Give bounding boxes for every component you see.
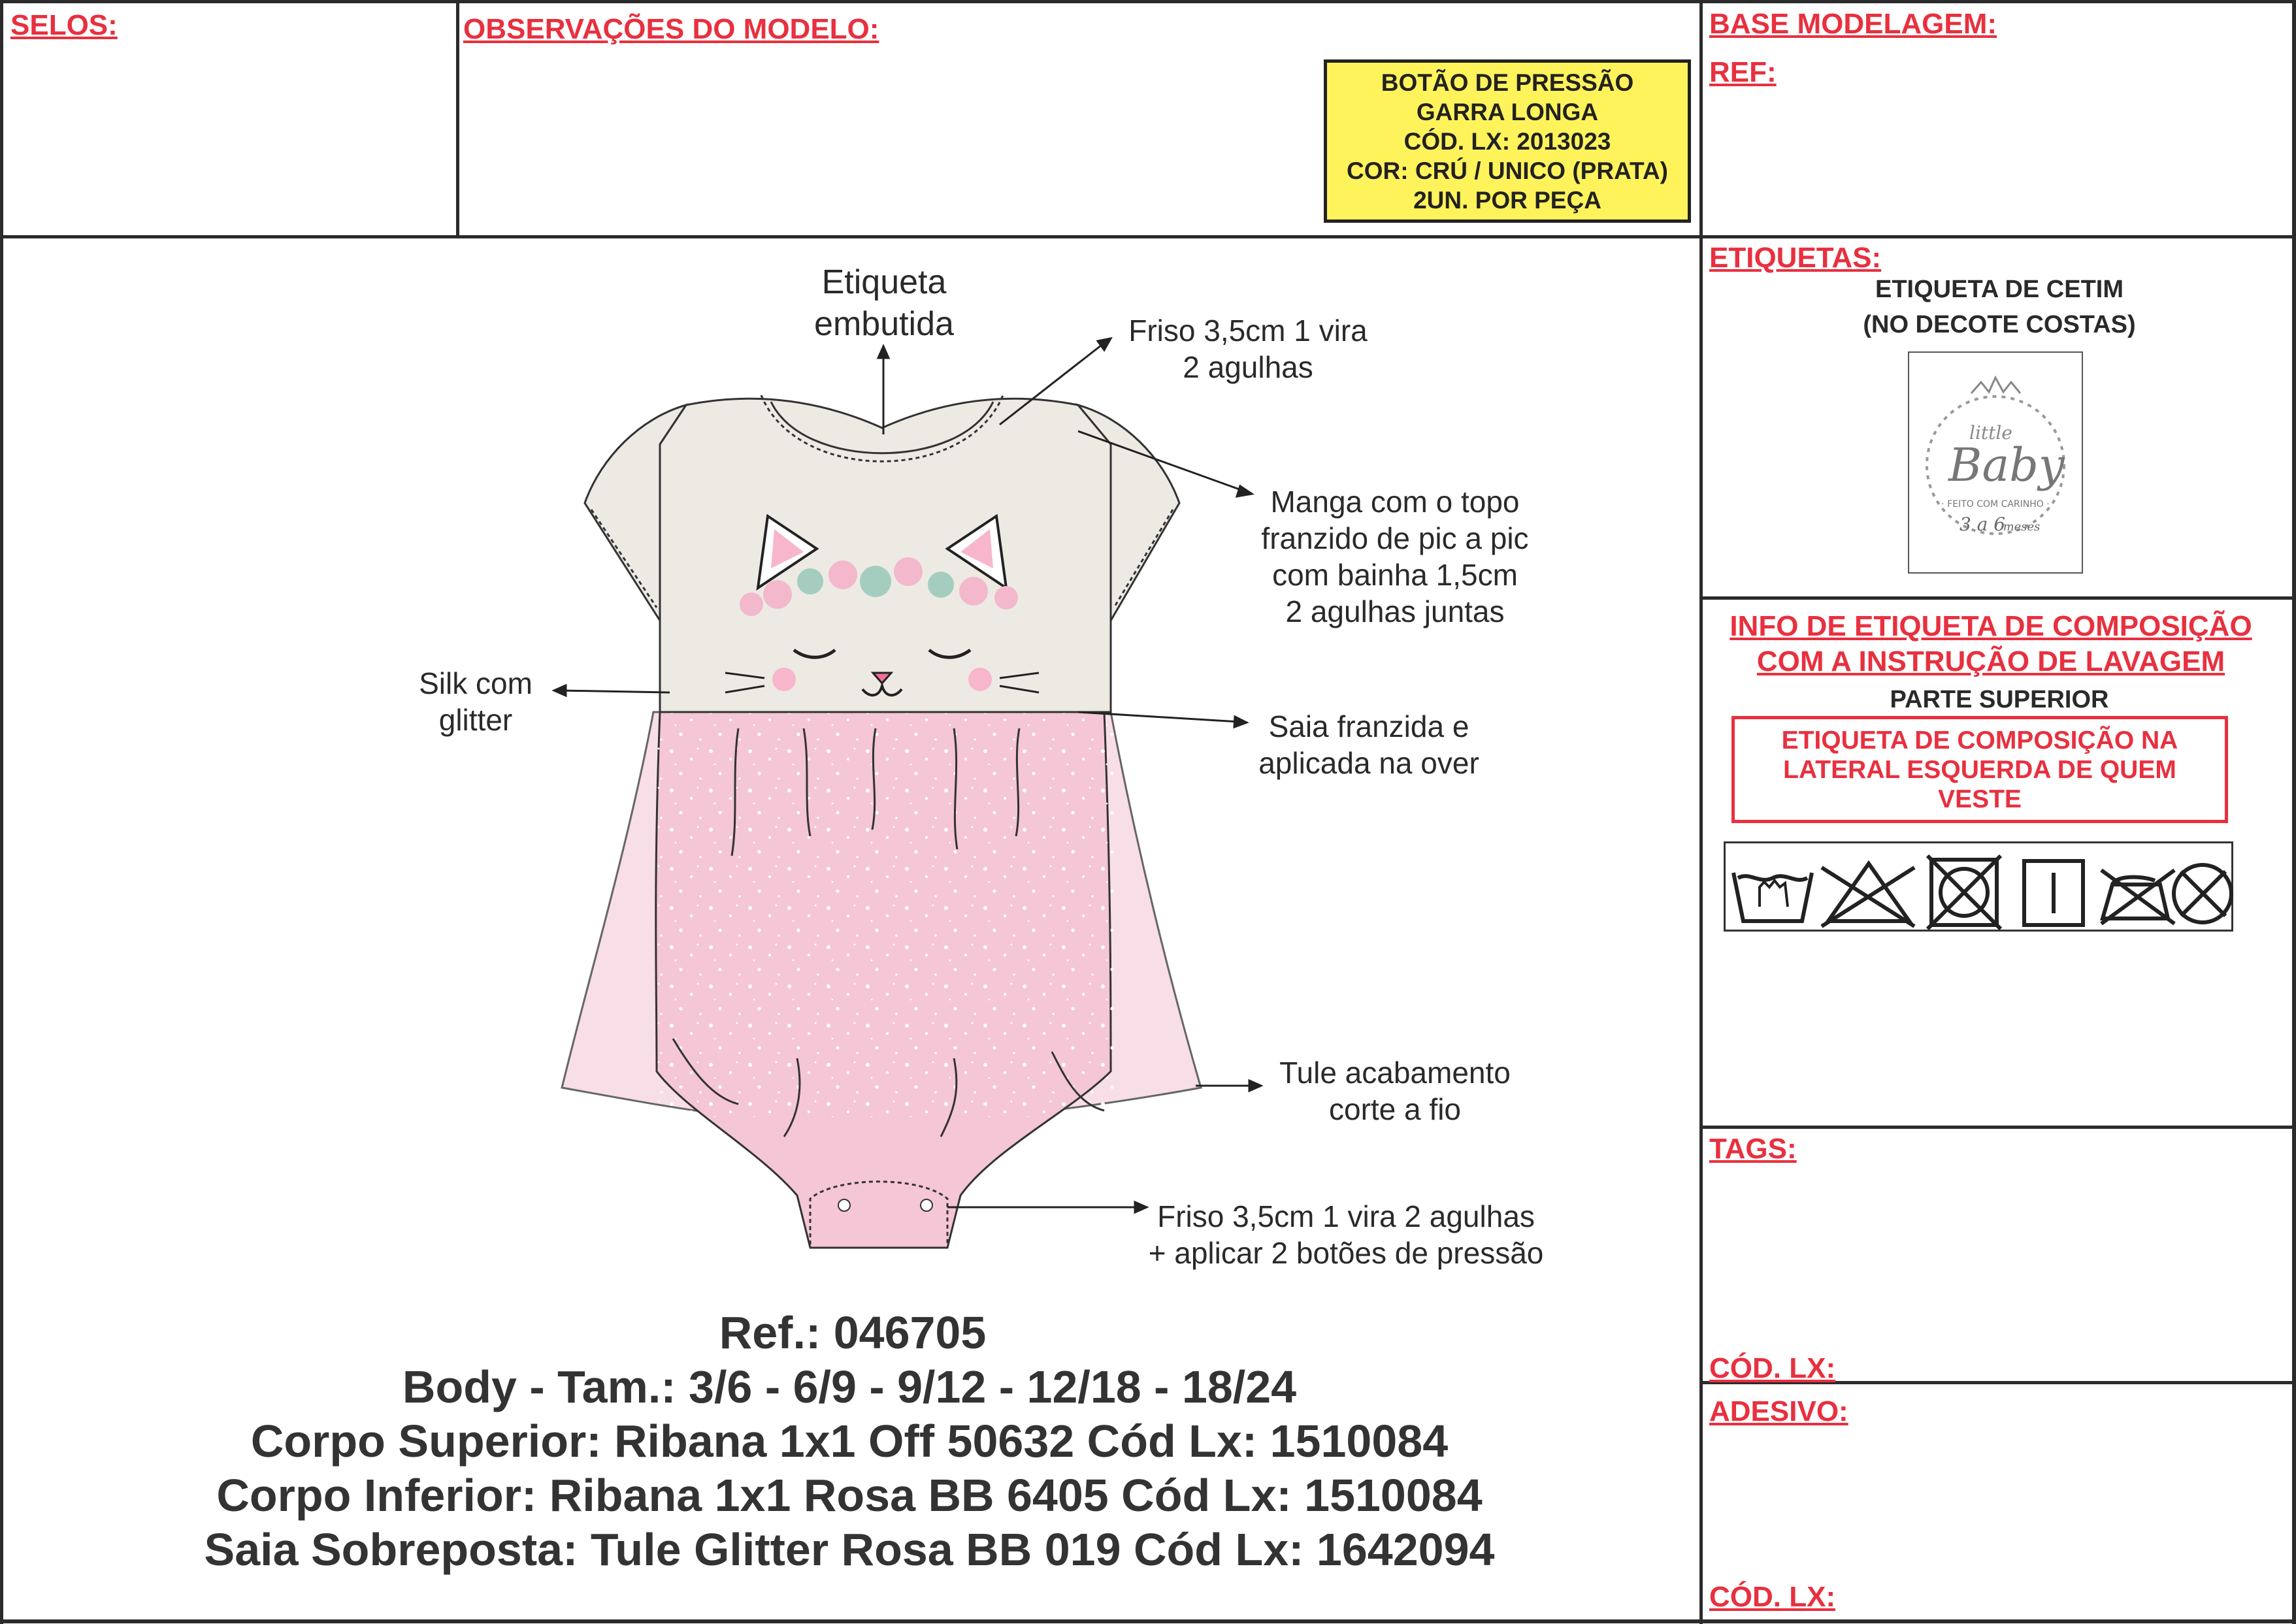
button-note-line: COR: CRÚ / UNICO (PRATA) [1347, 157, 1668, 184]
note-line: com bainha 1,5cm [1272, 558, 1518, 592]
tag-little-text: little [1969, 422, 2012, 444]
composicao-box-line: VESTE [1938, 785, 2022, 813]
note-line: glitter [438, 703, 513, 737]
note-line: Manga com o topo [1270, 485, 1520, 519]
etiqueta-cetim-line: ETIQUETA DE CETIM [1875, 276, 2124, 303]
etiqueta-cetim-title [1764, 272, 2235, 342]
note-saia [1235, 708, 1503, 781]
no-tumble-dry-icon [1927, 856, 2001, 929]
note-manga [1235, 483, 1555, 630]
spec-saia-sobreposta: Saia Sobreposta: Tule Glitter Rosa BB 019 Cód Lx: 1642094 [204, 1524, 1495, 1575]
no-dry-clean-icon [2174, 865, 2231, 922]
button-note-line: GARRA LONGA [1416, 98, 1599, 125]
button-note-line: CÓD. LX: 2013023 [1403, 127, 1611, 155]
spec-corpo-superior: Corpo Superior: Ribana 1x1 Off 50632 Cód Lx: 1510084 [250, 1416, 1449, 1467]
note-line: corte a fio [1329, 1092, 1461, 1126]
tag-feito-text: · FEITO COM CARINHO · [1941, 499, 2050, 510]
adesivo-label: ADESIVO: [1709, 1395, 1848, 1427]
tags-cod-label: CÓD. LX: [1709, 1352, 1836, 1384]
tags-label: TAGS: [1709, 1133, 1797, 1165]
note-line: Friso 3,5cm 1 vira [1128, 314, 1368, 348]
satin-label-tag [1908, 351, 2083, 574]
note-line: Etiqueta [821, 263, 947, 301]
note-line: 2 agulhas [1183, 350, 1313, 384]
spec-ref: Ref.: 046705 [719, 1307, 987, 1358]
etiqueta-cetim-line: (NO DECOTE COSTAS) [1863, 311, 2136, 338]
tag-size-text: 3 a 6 [1959, 513, 2006, 535]
note-line: Saia franzida e [1268, 709, 1469, 743]
note-silk [396, 665, 555, 738]
observacoes-label: OBSERVAÇÕES DO MODELO: [463, 13, 879, 45]
spec-body-sizes: Body - Tam.: 3/6 - 6/9 - 9/12 - 12/18 - 18/24 [402, 1361, 1297, 1412]
satin-label-artwork [1909, 353, 2082, 572]
note-line: 2 agulhas juntas [1285, 594, 1505, 628]
tag-baby-text: Baby [1948, 438, 2065, 492]
body-upper [660, 398, 1111, 712]
no-bleach-icon [1822, 864, 1914, 926]
adesivo-cod-label: CÓD. LX: [1709, 1581, 1836, 1613]
divider-etiquetas [1701, 596, 2293, 600]
no-iron-icon [2101, 870, 2174, 924]
composicao-title [1707, 609, 2275, 679]
note-line: embutida [814, 305, 954, 343]
note-line: aplicada na over [1258, 746, 1479, 780]
note-friso-bottom [1130, 1198, 1562, 1271]
divider-composicao [1701, 1126, 2293, 1129]
composicao-box-line: LATERAL ESQUERDA DE QUEM [1783, 755, 2176, 784]
hand-wash-icon [1733, 873, 1812, 921]
button-note-line: 2UN. POR PEÇA [1413, 186, 1601, 214]
base-modelagem-label: BASE MODELAGEM: [1709, 8, 1997, 40]
note-line: + aplicar 2 botões de pressão [1148, 1236, 1544, 1270]
note-tule [1261, 1054, 1529, 1128]
care-symbols [1724, 841, 2233, 932]
note-friso-top [1111, 312, 1385, 385]
composicao-title-line: COM A INSTRUÇÃO DE LAVAGEM [1756, 645, 2225, 677]
note-etiqueta [798, 261, 970, 345]
selos-label: SELOS: [10, 9, 118, 41]
ref-label: REF: [1709, 56, 1777, 88]
spec-corpo-inferior: Corpo Inferior: Ribana 1x1 Rosa BB 6405 Cód Lx: 1510084 [216, 1470, 1483, 1521]
line-dry-icon [2024, 861, 2083, 925]
note-line: franzido de pic a pic [1261, 521, 1529, 555]
note-line: Friso 3,5cm 1 vira 2 agulhas [1157, 1199, 1535, 1233]
composicao-box [1731, 716, 2228, 823]
tag-meses-text: meses [2003, 520, 2041, 534]
button-note-line: BOTÃO DE PRESSÃO [1381, 69, 1634, 96]
composicao-box-line: ETIQUETA DE COMPOSIÇÃO NA [1781, 726, 2178, 755]
note-line: Silk com [419, 666, 533, 700]
parte-superior-label: PARTE SUPERIOR [1890, 686, 2109, 713]
etiquetas-label: ETIQUETAS: [1709, 242, 1882, 274]
composicao-title-line: INFO DE ETIQUETA DE COMPOSIÇÃO [1730, 610, 2252, 642]
note-line: Tule acabamento [1279, 1056, 1511, 1090]
